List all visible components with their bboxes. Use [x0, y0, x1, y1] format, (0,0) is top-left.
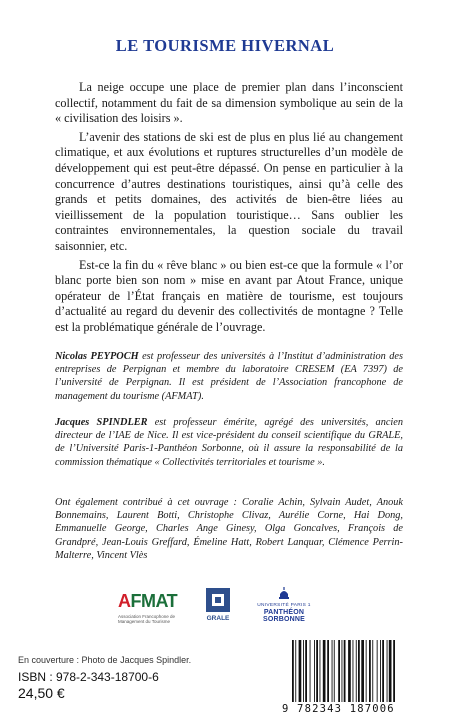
grale-square-icon — [206, 588, 230, 612]
author-bio-text-spindler: est professeur émérite, agrégé des universités, ancien directeur de l’IAE de Nice. Il est vice-président du conseil scientifique du GRALE, de l’Université Paris-1-Panthéon Sorbonne, où il assure la responsabilité de la commission thématique « Collectivités territoriales et tourisme ». — [55, 417, 403, 468]
sorbonne-university-label: UNIVERSITÉ PARIS 1 — [257, 603, 311, 608]
summary-paragraph-2: L’avenir des stations de ski est de plus en plus lié au changement climatique, et aux évolutions et ruptures structurelles d’un modèle de développement qui est peut-être dépassé. On pense en particulier à la concurrence d’autres destinations touristiques, ainsi qu’à celle des grands et petits domaines, des activités de bien-être liées au vieillissement de la population touristique… Sans oublier les contraintes environnementales, la question sociale du travail saisonnier, etc. — [55, 129, 403, 253]
summary-paragraph-1: La neige occupe une place de premier plan dans l’inconscient collectif, notamment du fait de sa dimension symbolique au sein de la « civilisation des loisirs ». — [55, 80, 403, 126]
price: 24,50 € — [18, 685, 65, 701]
afmat-logo — [118, 591, 194, 625]
author-bio-peypoch — [55, 350, 403, 403]
sorbonne-logo — [246, 587, 322, 629]
barcode-icon — [290, 640, 430, 706]
publisher-logos — [0, 585, 450, 635]
grale-logo — [205, 588, 231, 630]
author-bio-text-peypoch: est professeur des universités à l’Institut d’administration des entreprises de Perpignan et membre du laboratoire CRESEM (EA 7397) de l’université de Perpignan. Il est président de l’Association francophone de management du tourisme (AFMAT). — [55, 351, 403, 402]
barcode-digits: 9 782343 187006 — [282, 703, 395, 715]
author-name-spindler: Jacques SPINDLER — [55, 417, 148, 428]
isbn-number: ISBN : 978-2-343-18700-6 — [18, 670, 159, 684]
author-name-peypoch: Nicolas PEYPOCH — [55, 351, 139, 362]
dome-icon — [277, 587, 291, 601]
summary-text — [55, 80, 403, 339]
grale-wordmark: GRALE — [206, 615, 230, 622]
publication-info — [18, 655, 191, 701]
sorbonne-name: PANTHÉON SORBONNE — [262, 609, 306, 623]
contributors-list — [55, 496, 403, 562]
summary-paragraph-3: Est-ce la fin du « rêve blanc » ou bien est-ce que la formule « l’or blanc porte bien son nom » mise en avant par Atout France, unique opérateur de l’État français en matière de tourisme, est toujours d’actualité au regard du devenir des collectivités de montagne ? Telle est la problématique générale de l’ouvrage. — [55, 257, 403, 334]
contributors-text: Ont également contribué à cet ouvrage : Coralie Achin, Sylvain Audet, Anouk Bonnemains, Laurent Botti, Christophe Clivaz, Aurélie Corne, Hai Dong, Emmanuelle George, Charles Ange Ginesy, Olga Goncalves, François de Grandpré, Jean-Louis Greffard, Émeline Hatt, Robert Lanquar, Clémence Perrin-Malterre, Vincent Vlès — [55, 497, 403, 561]
author-bio-spindler — [55, 416, 403, 469]
afmat-subtitle: Association Francophone de Management du Tourisme — [118, 614, 176, 624]
afmat-wordmark: AFMAT — [118, 591, 178, 611]
book-title: LE TOURISME HIVERNAL — [115, 36, 335, 55]
cover-credit: En couverture : Photo de Jacques Spindler. — [18, 655, 192, 665]
